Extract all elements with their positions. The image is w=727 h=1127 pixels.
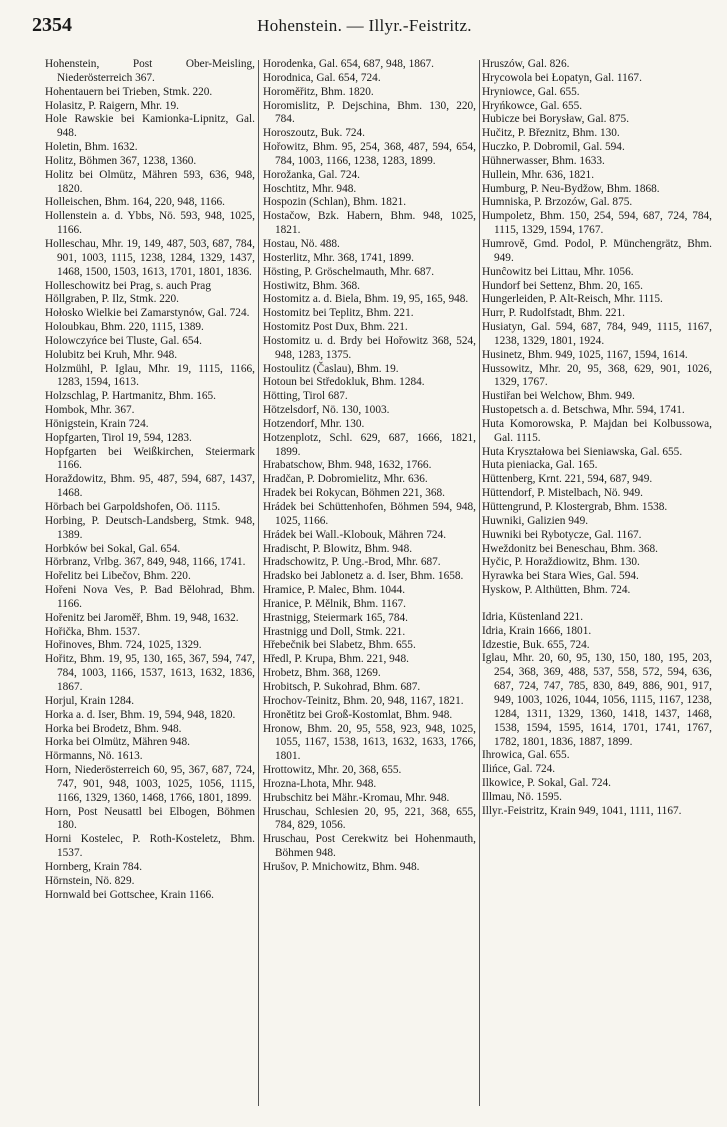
index-entry: Hullein, Mhr. 636, 1821.	[482, 168, 595, 181]
index-entry: Hrobitsch, P. Sukohrad, Bhm. 687.	[263, 680, 421, 693]
index-entry: Hustiřan bei Welchow, Bhm. 949.	[482, 390, 635, 403]
index-entry: Holowczyńce bei Tluste, Gal. 654.	[45, 334, 202, 347]
index-entry: Humniska, P. Brzozów, Gal. 875.	[482, 196, 633, 209]
index-entry: Hořitz, Bhm. 19, 95, 130, 165, 367, 594, 747, 784, 1003, 1166, 1537, 1613, 1632, 1836, 1867.	[45, 653, 255, 693]
index-entry: Hopfgarten bei Weißkirchen, Steiermark 1166.	[45, 445, 255, 472]
index-entry: Holubitz bei Kruh, Mhr. 948.	[45, 348, 178, 361]
index-entry: Hostomitz Post Dux, Bhm. 221.	[263, 321, 408, 334]
index-entry: Holoubkau, Bhm. 220, 1115, 1389.	[45, 321, 204, 334]
index-entry: Horni Kostelec, P. Roth-Kosteletz, Bhm. 1537.	[45, 833, 255, 860]
index-entry: Hronow, Bhm. 20, 95, 558, 923, 948, 1025, 1055, 1167, 1538, 1613, 1632, 1633, 1766, 1801.	[263, 722, 476, 763]
index-entry: Holleschau, Mhr. 19, 149, 487, 503, 687, 784, 901, 1003, 1115, 1238, 1284, 1329, 1437, 1468, 1500, 1503, 1613, 1701, 1801, 1836.	[45, 237, 255, 278]
index-entry: Hopfgarten, Tirol 19, 594, 1283.	[45, 431, 192, 444]
index-entry: Huczko, P. Dobromil, Gal. 594.	[482, 141, 625, 154]
index-entry: Hradek bei Rokycan, Böhmen 221, 368.	[263, 487, 445, 500]
index-entry: Holasitz, P. Raigern, Mhr. 19.	[45, 99, 179, 112]
index-entry: Hostomitz a. d. Biela, Bhm. 19, 95, 165, 948.	[263, 293, 469, 306]
column-divider	[479, 60, 480, 1106]
index-entry: Horoszoutz, Buk. 724.	[263, 127, 365, 140]
index-entry: Illmau, Nö. 1595.	[482, 790, 563, 803]
index-entry: Horožanka, Gal. 724.	[263, 168, 360, 181]
index-entry: Ilkowice, P. Sokal, Gal. 724.	[482, 777, 611, 790]
index-entry: Hradčan, P. Dobromielitz, Mhr. 636.	[263, 473, 428, 486]
index-entry: Hrubschitz bei Mähr.-Kromau, Mhr. 948.	[263, 791, 450, 804]
index-entry: Huta Komorowska, P. Majdan bei Kolbussowa, Gal. 1115.	[482, 417, 712, 444]
index-entry: Holzschlag, P. Hartmanitz, Bhm. 165.	[45, 390, 216, 403]
index-entry: Hrottowitz, Mhr. 20, 368, 655.	[263, 764, 402, 777]
index-entry: Hotzendorf, Mhr. 130.	[263, 417, 365, 430]
index-entry: Hrádek bei Schüttenhofen, Böhmen 594, 948, 1025, 1166.	[263, 501, 476, 527]
index-entry: Holitz, Böhmen 367, 1238, 1360.	[45, 154, 197, 167]
index-entry: Huta pieniacka, Gal. 165.	[482, 459, 598, 472]
index-entry: Husinetz, Bhm. 949, 1025, 1167, 1594, 1614.	[482, 348, 688, 361]
page-number: 2354	[32, 14, 72, 36]
index-entry: Hüttenberg, Krnt. 221, 594, 687, 949.	[482, 473, 653, 486]
index-entry: Hrobetz, Bhm. 368, 1269.	[263, 667, 381, 680]
index-entry: Holitz bei Olmütz, Mähren 593, 636, 948, 1820.	[45, 168, 255, 195]
index-entry: Husiatyn, Gal. 594, 687, 784, 949, 1115, 1167, 1238, 1329, 1801, 1924.	[482, 321, 712, 347]
index-entry: Hornwald bei Gottschee, Krain 1166.	[45, 888, 214, 901]
index-entry: Hötting, Tirol 687.	[263, 390, 348, 403]
index-entry: Horodnica, Gal. 654, 724.	[263, 71, 381, 84]
index-entry: Hüttengrund, P. Klostergrab, Bhm. 1538.	[482, 501, 668, 513]
column-3	[482, 58, 712, 1108]
index-entry: Humpoletz, Bhm. 150, 254, 594, 687, 724, 784, 1115, 1329, 1594, 1767.	[482, 210, 712, 237]
index-entry: Hučitz, P. Březnitz, Bhm. 130.	[482, 127, 620, 140]
index-entry: Hrabatschow, Bhm. 948, 1632, 1766.	[263, 459, 432, 472]
index-entry: Humburg, P. Neu-Bydžow, Bhm. 1868.	[482, 182, 660, 195]
index-entry: Hostau, Nö. 488.	[263, 237, 340, 250]
index-entry: Hunĉowitz bei Littau, Mhr. 1056.	[482, 265, 634, 278]
index-entry: Hořowitz, Bhm. 95, 254, 368, 487, 594, 654, 784, 1003, 1166, 1238, 1283, 1899.	[263, 141, 476, 167]
index-entry: Hosterlitz, Mhr. 368, 1741, 1899.	[263, 251, 414, 264]
index-entry: Hustopetsch a. d. Betschwa, Mhr. 594, 1741.	[482, 404, 685, 417]
running-title: Hohenstein. — Illyr.-Feistritz.	[257, 16, 472, 35]
index-entry: Hořička, Bhm. 1537.	[45, 625, 141, 638]
index-entry: Idria, Krain 1666, 1801.	[482, 624, 592, 637]
index-entry: Hranice, P. Mělnik, Bhm. 1167.	[263, 597, 406, 610]
index-entry: Hörbranz, Vrlbg. 367, 849, 948, 1166, 1741.	[45, 556, 246, 569]
index-entry: Hruschau, Schlesien 20, 95, 221, 368, 655, 784, 829, 1056.	[263, 805, 476, 832]
index-entry: Illyr.-Feistritz, Krain 949, 1041, 1111, 1167.	[482, 804, 682, 817]
index-entry: Horodenka, Gal. 654, 687, 948, 1867.	[263, 58, 434, 70]
index-entry: Hořenitz bei Jaroměř, Bhm. 19, 948, 1632.	[45, 611, 239, 624]
index-entry: Idria, Küstenland 221.	[482, 610, 584, 623]
index-entry: Horbing, P. Deutsch-Landsberg, Stmk. 948, 1389.	[45, 514, 255, 541]
index-entry: Idzestie, Buk. 655, 724.	[482, 638, 590, 651]
index-entry: Hole Rawskie bei Kamionka-Lipnitz, Gal. 948.	[45, 113, 255, 140]
index-entry: Hostomitz u. d. Brdy bei Hořowitz 368, 524, 948, 1283, 1375.	[263, 334, 476, 361]
index-entry: Horjul, Krain 1284.	[45, 694, 135, 707]
index-entry: Huwniki bei Rybotycze, Gal. 1167.	[482, 528, 642, 541]
index-entry: Hospozin (Schlan), Bhm. 1821.	[263, 196, 407, 209]
index-entry: Hönigstein, Krain 724.	[45, 417, 149, 430]
index-entry: Hombok, Mhr. 367.	[45, 404, 135, 417]
index-entry: Hramice, P. Malec, Bhm. 1044.	[263, 584, 406, 597]
index-entry: Hrušov, P. Mnichowitz, Bhm. 948.	[263, 860, 420, 873]
index-entry: Ihrowica, Gal. 655.	[482, 749, 570, 762]
index-entry: Hussowitz, Mhr. 20, 95, 368, 629, 901, 1026, 1329, 1767.	[482, 362, 712, 389]
index-columns	[45, 58, 710, 1108]
index-entry: Iglau, Mhr. 20, 60, 95, 130, 150, 180, 195, 203, 254, 368, 369, 488, 537, 558, 572, 594, 636, 687, 724, 747, 785, 830, 849, 886, 901, 917, 949, 1003, 1026, 1044, 1056, 1115, 1167, 1238, 1284, 1311, 1329, 1360, 1418, 1437, 1468, 1538, 1594, 1595, 1614, 1701, 1741, 1767, 1782, 1801, 1836, 1887, 1899.	[482, 652, 712, 748]
index-entry: Huwniki, Galizien 949.	[482, 514, 589, 527]
index-entry: Hyrawka bei Stara Wies, Gal. 594.	[482, 570, 639, 583]
index-entry: Hostiwitz, Bhm. 368.	[263, 279, 360, 292]
index-entry: Hundorf bei Settenz, Bhm. 20, 165.	[482, 279, 643, 292]
column-1	[45, 58, 255, 1108]
index-entry: Holleischen, Bhm. 164, 220, 948, 1166.	[45, 196, 226, 209]
index-entry: Hradschowitz, P. Ung.-Brod, Mhr. 687.	[263, 556, 441, 569]
index-entry: Horbków bei Sokal, Gal. 654.	[45, 542, 181, 555]
index-entry: Hurr, P. Rudolfstadt, Bhm. 221.	[482, 307, 625, 320]
index-entry: Horka a. d. Iser, Bhm. 19, 594, 948, 1820.	[45, 708, 236, 721]
index-entry: Hungerleiden, P. Alt-Reisch, Mhr. 1115.	[482, 293, 663, 306]
page-header	[32, 14, 697, 44]
index-entry: Hostačow, Bzk. Habern, Bhm. 948, 1025, 1821.	[263, 210, 476, 237]
index-entry: Hořinoves, Bhm. 724, 1025, 1329.	[45, 639, 202, 652]
index-entry: Höllgraben, P. Ilz, Stmk. 220.	[45, 293, 179, 306]
index-entry: Hradischt, P. Blowitz, Bhm. 948.	[263, 542, 413, 555]
index-entry: Hředl, P. Krupa, Bhm. 221, 948.	[263, 653, 409, 666]
index-entry: Hořelitz bei Libečov, Bhm. 220.	[45, 570, 191, 583]
index-entry: Hřebečnik bei Slabetz, Bhm. 655.	[263, 639, 416, 652]
index-entry: Hüttendorf, P. Mistelbach, Nö. 949.	[482, 487, 643, 500]
index-entry: Hotoun bei Středokluk, Bhm. 1284.	[263, 376, 425, 389]
index-entry: Horoměřitz, Bhm. 1820.	[263, 85, 374, 98]
index-entry: Humrovĕ, Gmd. Podol, P. Münchengrätz, Bhm. 949.	[482, 237, 712, 264]
index-entry: Hollenstein a. d. Ybbs, Nö. 593, 948, 1025, 1166.	[45, 210, 255, 237]
index-entry: Hostomitz bei Teplitz, Bhm. 221.	[263, 307, 414, 320]
index-entry: Hohentauern bei Trieben, Stmk. 220.	[45, 85, 213, 98]
index-entry: Hruschau, Post Cerekwitz bei Hohenmauth, Böhmen 948.	[263, 833, 476, 860]
index-entry: Holleschowitz bei Prag, s. auch Prag	[45, 279, 211, 292]
index-entry: Hryniowce, Gal. 655.	[482, 85, 580, 98]
index-entry: Horn, Niederösterreich 60, 95, 367, 687, 724, 747, 901, 948, 1003, 1025, 1056, 1115, 1166, 1329, 1360, 1468, 1766, 1801, 1899.	[45, 764, 255, 804]
index-entry: Hrastnigg und Doll, Stmk. 221.	[263, 625, 406, 638]
index-entry: Hötzelsdorf, Nö. 130, 1003.	[263, 404, 390, 417]
index-entry: Hrádek bei Wall.-Klobouk, Mähren 724.	[263, 528, 447, 541]
index-entry: Hühnerwasser, Bhm. 1633.	[482, 154, 605, 167]
index-entry: Hornberg, Krain 784.	[45, 860, 143, 873]
index-entry: Hostoulitz (Časlau), Bhm. 19.	[263, 362, 399, 375]
index-entry: Hrastnigg, Steiermark 165, 784.	[263, 611, 408, 624]
index-entry: Hörmanns, Nö. 1613.	[45, 750, 143, 763]
index-entry: Hotzenplotz, Schl. 629, 687, 1666, 1821, 1899.	[263, 431, 476, 458]
index-entry: Hořeni Nova Ves, P. Bad Bělohrad, Bhm. 1166.	[45, 584, 255, 610]
index-entry: Hrozna-Lhota, Mhr. 948.	[263, 777, 377, 790]
index-entry: Ilińce, Gal. 724.	[482, 763, 556, 776]
index-entry: Hweždonitz bei Beneschau, Bhm. 368.	[482, 542, 659, 555]
column-2	[263, 58, 476, 1108]
index-entry: Hyskow, P. Althütten, Bhm. 724.	[482, 584, 631, 597]
index-entry: Hruszów, Gal. 826.	[482, 58, 570, 70]
index-entry: Hrycowola bei Łopatyn, Gal. 1167.	[482, 71, 642, 84]
index-entry: Huta Kryształowa bei Sieniawska, Gal. 655.	[482, 445, 683, 458]
index-entry: Hörbach bei Garpoldshofen, Oö. 1115.	[45, 501, 221, 513]
index-entry: Horomislitz, P. Dejschina, Bhm. 130, 220, 784.	[263, 99, 476, 126]
index-entry: Hryńkowce, Gal. 655.	[482, 99, 583, 112]
index-entry: Hörnstein, Nö. 829.	[45, 874, 135, 887]
index-entry: Hronětitz bei Groß-Kostomlat, Bhm. 948.	[263, 708, 453, 721]
index-entry: Hoschtitz, Mhr. 948.	[263, 182, 357, 195]
index-entry: Hrochov-Teinitz, Bhm. 20, 948, 1167, 1821.	[263, 694, 464, 707]
index-entry: Horaždowitz, Bhm. 95, 487, 594, 687, 1437, 1468.	[45, 473, 255, 500]
index-entry: Hubicze bei Borysław, Gal. 875.	[482, 113, 630, 126]
index-entry: Holzmühl, P. Iglau, Mhr. 19, 1115, 1166, 1283, 1594, 1613.	[45, 362, 255, 389]
index-entry: Hyčic, P. Horaždiowitz, Bhm. 130.	[482, 556, 640, 569]
index-entry: Horn, Post Neusattl bei Elbogen, Böhmen 180.	[45, 805, 255, 832]
index-entry: Horka bei Brodetz, Bhm. 948.	[45, 722, 182, 735]
index-entry: Holetin, Bhm. 1632.	[45, 141, 138, 154]
index-entry: Hradsko bei Jablonetz a. d. Iser, Bhm. 1658.	[263, 570, 464, 583]
column-divider	[258, 60, 259, 1106]
index-entry: Hołosko Wielkie bei Zamarstynów, Gal. 724.	[45, 307, 250, 320]
index-entry: Hösting, P. Gröschelmauth, Mhr. 687.	[263, 265, 435, 278]
index-entry: Horka bei Olmütz, Mähren 948.	[45, 736, 190, 749]
index-entry: Hohenstein, Post Ober-Meisling, Niederösterreich 367.	[45, 58, 255, 84]
